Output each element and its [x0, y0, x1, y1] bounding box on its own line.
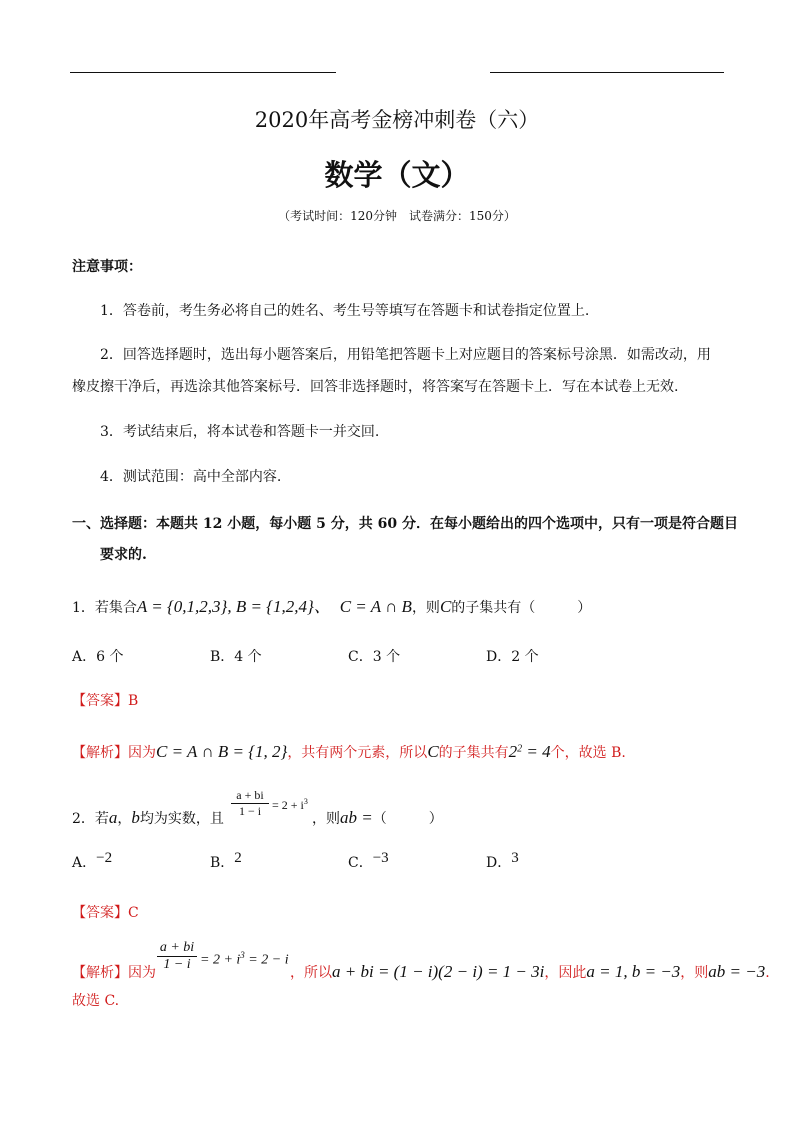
q2-eq: = 2 + i: [272, 798, 304, 812]
q2-analysis-so: ，所以: [290, 965, 332, 981]
exam-info: （考试时间：120分钟 试卷满分：150分）: [278, 209, 516, 223]
q2-option-a-letter: A．: [72, 855, 97, 871]
q1-analysis-math-1: C = A ∩ B = {1, 2}: [156, 742, 288, 761]
header-rule-left: [70, 72, 336, 73]
q1-c-symbol: C: [439, 597, 452, 616]
q2-analysis-tag: 【解析】: [72, 965, 128, 981]
q2-option-c: [348, 852, 389, 872]
q2-option-d-value: 3: [511, 850, 519, 866]
q1-prefix: 1．若集合: [72, 600, 137, 616]
q2-option-d: [486, 852, 519, 872]
q1-option-d: D．2 个: [486, 649, 539, 665]
q2-analysis-eq2: a + bi = (1 − i)(2 − i) = 1 − 3i: [332, 962, 545, 981]
q2-mid: 均为实数，且: [139, 811, 224, 827]
q2-option-a: [72, 852, 112, 872]
q2-then: ，则: [312, 811, 340, 827]
q2-analysis-eq1-sup: 3: [240, 950, 245, 960]
q1-sets-math: A = {0,1,2,3}, B = {1,2,4}、: [136, 597, 331, 616]
q1-answer-value: B: [128, 693, 139, 709]
q1-analysis-text-3: 个，故选 B.: [550, 745, 626, 761]
q2-analysis-rest: [290, 962, 770, 982]
q2-ab: ab =: [340, 808, 373, 827]
q2-eq-sup: 3: [303, 797, 308, 806]
q2-fraction: [231, 788, 269, 819]
q1-answer: [72, 690, 138, 710]
q2-option-c-letter: C．: [348, 855, 373, 871]
q2-analysis-fraction: [157, 940, 197, 973]
q1-option-a: A．6 个: [72, 649, 124, 665]
q2-answer-tag: 【答案】: [72, 905, 128, 921]
q2-option-a-value: −2: [96, 850, 113, 866]
q2-analysis-eq1: [200, 950, 289, 969]
q2-fraction-numerator: a + bi: [236, 788, 264, 802]
q1-option-b: B．4 个: [210, 649, 262, 665]
q1-analysis-math-2: 2: [508, 742, 518, 761]
question-1: [72, 592, 591, 617]
q2-answer: [72, 902, 139, 922]
q2-var-a: a: [108, 808, 118, 827]
note-item-4: 4．测试范围：高中全部内容.: [100, 469, 282, 485]
q1-mid: ，则: [411, 600, 440, 616]
q2-analysis-eq4: ab = −3: [708, 962, 766, 981]
q2-analysis-line-2: 故选 C.: [72, 993, 120, 1009]
notes-heading: 注意事项：: [72, 259, 142, 275]
q1-analysis: [72, 742, 626, 762]
q2-fraction-denominator: 1 − i: [238, 804, 262, 818]
q2-analysis-lead: [72, 962, 156, 982]
q1-analysis-text-2: 的子集共有: [438, 745, 509, 761]
q1-c-math: C = A ∩ B: [339, 597, 412, 616]
note-item-2-line-2: 橡皮擦干净后，再选涂其他答案标号．回答非选择题时，将答案写在答题卡上．写在本试卷上无效.: [72, 379, 679, 395]
q2-paren: （ ）: [372, 811, 443, 827]
q2-equation: [272, 797, 308, 813]
subject-title: 数学（文）: [324, 158, 470, 192]
q2-analysis-because: 因为: [128, 965, 156, 981]
q1-analysis-math-3: = 4: [522, 742, 551, 761]
q1-option-c: C．3 个: [348, 649, 401, 665]
q2-analysis-then: ，则: [680, 965, 709, 981]
section-heading-line-2: 要求的.: [100, 547, 147, 563]
q2-prefix: 2．若: [72, 811, 109, 827]
q2-option-c-value: −3: [372, 850, 389, 866]
note-item-3: 3．考试结束后，将本试卷和答题卡一并交回.: [100, 424, 380, 440]
q2-analysis-eq1-main: = 2 + i: [200, 952, 241, 968]
q2-option-d-letter: D．: [486, 855, 512, 871]
q2-analysis-hence: ，因此: [544, 965, 587, 981]
q2-var-b: b: [131, 808, 140, 827]
exam-title: 2020年高考金榜冲刺卷（六）: [254, 108, 540, 132]
q1-answer-tag: 【答案】: [72, 693, 128, 709]
q2-intro: [72, 808, 224, 828]
q2-analysis-fraction-denominator: 1 − i: [163, 957, 191, 972]
q2-tail: [312, 808, 443, 828]
q2-option-b-value: 2: [234, 850, 242, 866]
header-rule-right: [490, 72, 724, 73]
q1-analysis-text-1: ，共有两个元素，所以: [287, 745, 428, 761]
note-item-2-line-1: 2．回答选择题时，选出每小题答案后，用铅笔把答题卡上对应题目的答案标号涂黑．如需改动，用: [100, 347, 711, 363]
q2-answer-value: C: [128, 905, 139, 921]
q2-analysis-fraction-numerator: a + bi: [159, 940, 195, 955]
q1-analysis-c: C: [427, 742, 439, 761]
note-item-1: 1．答卷前，考生务必将自己的姓名、考生号等填写在答题卡和试卷指定位置上.: [100, 303, 590, 319]
q2-option-b-letter: B．: [210, 855, 235, 871]
q1-analysis-because: 因为: [128, 745, 156, 761]
q1-suffix: 的子集共有（ ）: [451, 600, 592, 616]
q2-analysis-eq1-tail: = 2 − i: [244, 952, 289, 968]
q2-analysis-end: .: [765, 965, 770, 981]
q2-comma: ，: [117, 811, 132, 827]
q1-analysis-tag: 【解析】: [72, 745, 128, 761]
q2-analysis-eq3: a = 1, b = −3: [586, 962, 681, 981]
q2-option-b: [210, 852, 242, 872]
section-heading-line-1: 一、选择题：本题共 12 小题，每小题 5 分，共 60 分．在每小题给出的四个选项中，只有一项是符合题目: [72, 516, 738, 532]
q1-analysis-sup: 2: [517, 743, 523, 755]
